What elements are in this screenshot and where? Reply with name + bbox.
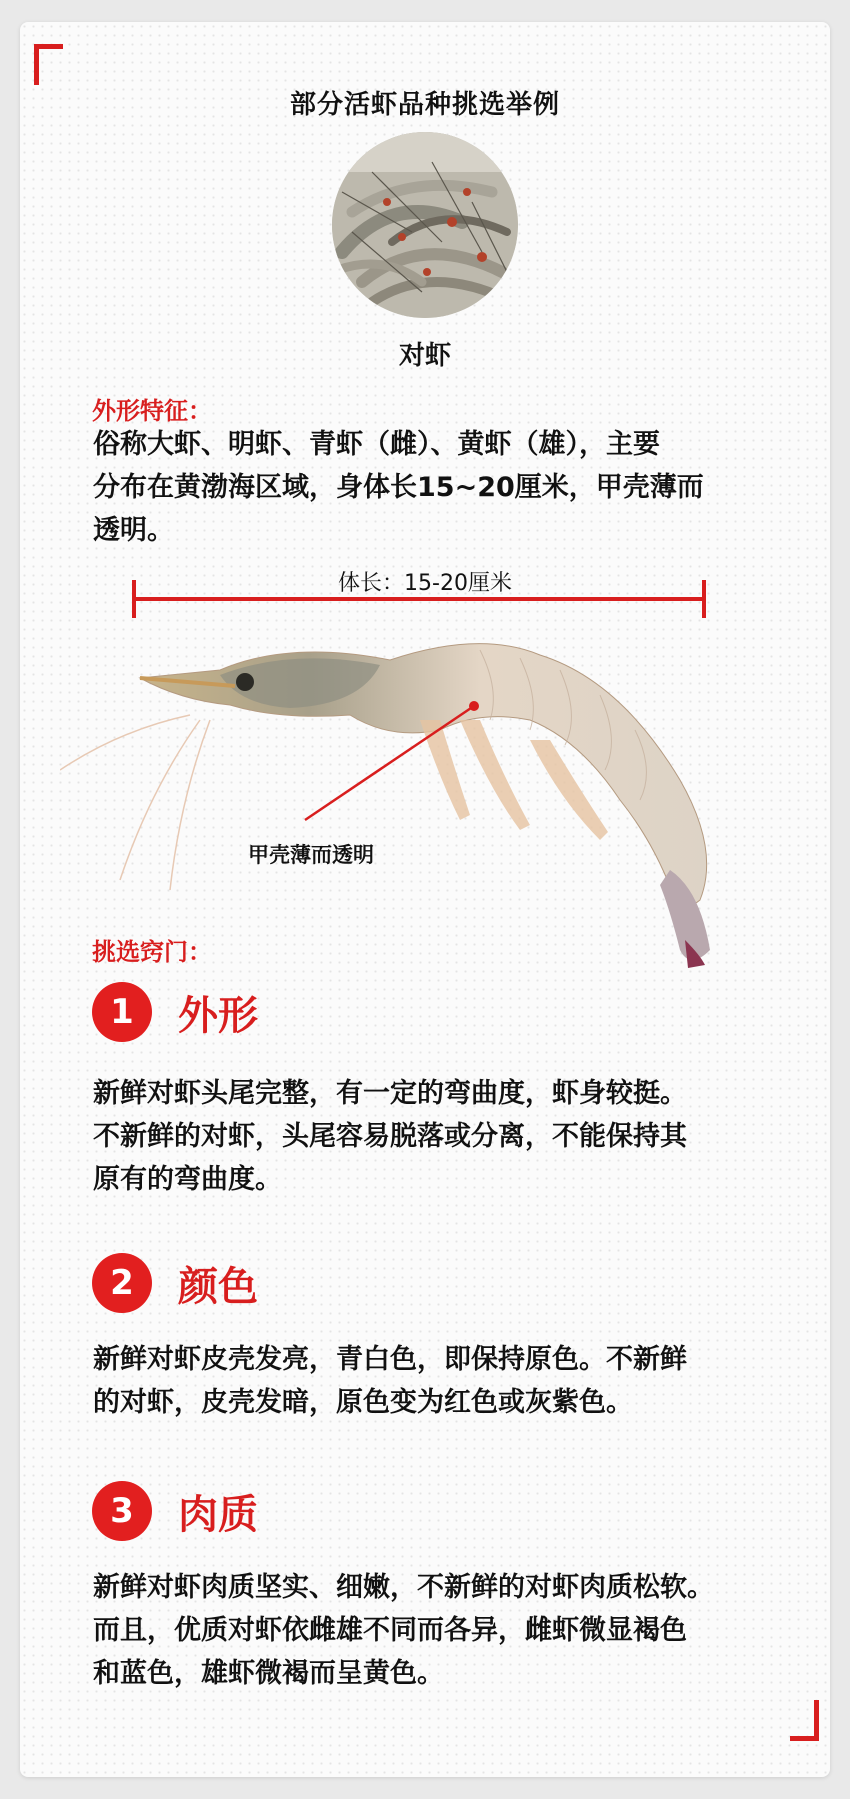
tip-title: 外形 — [178, 993, 258, 1039]
tip-line: 原有的弯曲度。 — [93, 1164, 282, 1195]
appearance-line: 俗称大虾、明虾、青虾（雌）、黄虾（雄），主要 — [93, 429, 660, 460]
body-length-label: 体长：15-20厘米 — [338, 571, 512, 596]
shell-annotation: 甲壳薄而透明 — [248, 843, 374, 867]
tip-line: 新鲜对虾皮壳发亮，青白色，即保持原色。不新鲜 — [93, 1344, 687, 1375]
tip-title: 肉质 — [178, 1492, 258, 1538]
corner-bracket-top-left — [34, 44, 63, 85]
shrimp-thumbnail-photo — [332, 132, 518, 318]
appearance-label: 外形特征： — [92, 397, 212, 425]
page-title: 部分活虾品种挑选举例 — [289, 90, 560, 120]
tip-description — [93, 1338, 773, 1424]
appearance-line: 分布在黄渤海区域，身体长15~20厘米，甲壳薄而 — [93, 472, 704, 503]
tip-line: 不新鲜的对虾，头尾容易脱落或分离，不能保持其 — [93, 1121, 687, 1152]
appearance-description — [93, 423, 773, 552]
tips-label: 挑选窍门： — [92, 938, 212, 966]
tip-line: 新鲜对虾肉质坚实、细嫩，不新鲜的对虾肉质松软。 — [93, 1572, 714, 1603]
step-number-badge: 1 — [92, 982, 152, 1042]
tip-line: 新鲜对虾头尾完整，有一定的弯曲度，虾身较挺。 — [93, 1078, 687, 1109]
appearance-line: 透明。 — [93, 515, 174, 546]
measure-tick-right — [702, 580, 706, 618]
shrimp-illustration — [60, 620, 780, 980]
tip-line: 而且，优质对虾依雌雄不同而各异，雌虾微显褐色 — [93, 1615, 687, 1646]
step-number-badge: 2 — [92, 1253, 152, 1313]
species-name: 对虾 — [398, 341, 451, 371]
tip-line: 的对虾，皮壳发暗，原色变为红色或灰紫色。 — [93, 1387, 633, 1418]
tip-description — [93, 1566, 773, 1695]
corner-bracket-bottom-right — [790, 1700, 819, 1741]
step-number-badge: 3 — [92, 1481, 152, 1541]
tip-line: 和蓝色，雄虾微褐而呈黄色。 — [93, 1658, 444, 1689]
tip-title: 颜色 — [178, 1264, 258, 1310]
body-length-line — [134, 597, 706, 601]
tip-description — [93, 1072, 773, 1201]
